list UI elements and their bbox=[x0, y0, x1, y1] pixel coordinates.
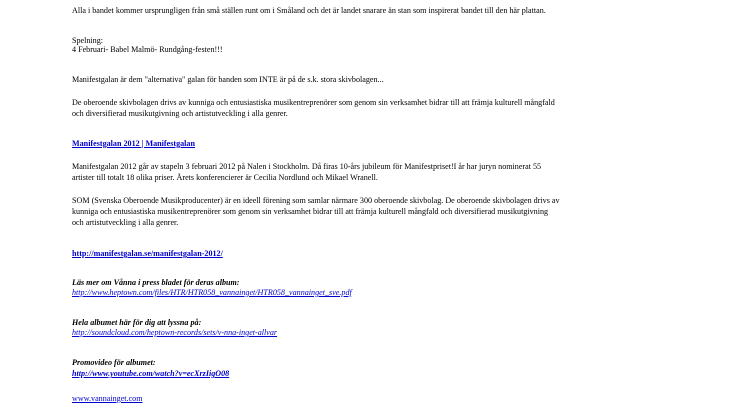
promo-youtube-link[interactable]: http://www.youtube.com/watch?v=ecXrzIigO08 bbox=[72, 369, 230, 378]
manifest-info-line-2: artister till totalt 18 olika priser. Årets konferencierer är Cecilia Nordlund och Mikael Wranell. bbox=[72, 173, 378, 182]
intro-paragraph: Alla i bandet kommer ursprungligen från små ställen runt om i Småland och det är landet snarare än stan som inspirerat bandet till den här plattan. bbox=[72, 6, 546, 15]
gig-label: Spelning: bbox=[72, 36, 104, 45]
manifest-url-link[interactable]: http://manifestgalan.se/manifestgalan-2012/ bbox=[72, 249, 223, 258]
press-label: Läs mer om Vånna i press bladet för deras album: bbox=[72, 278, 240, 287]
manifest-intro-paragraph: Manifestgalan är dem "alternativa" galan för banden som INTE är på de s.k. stora skivbolagen... bbox=[72, 75, 384, 84]
promo-label: Promovideo för albumet: bbox=[72, 358, 156, 367]
website-link[interactable]: www.vannainget.com bbox=[72, 394, 143, 403]
manifest-title-link[interactable]: Manifestgalan 2012 | Manifestgalan bbox=[72, 139, 195, 148]
gig-detail: 4 Februari- Babel Malmö- Rundgång-festen!!! bbox=[72, 45, 223, 54]
som-info-line-1: SOM (Svenska Oberoende Musikproducenter) är en ideell förening som samlar närmare 300 oberoende skivbolag. De oberoende skivbolagen drivs av bbox=[72, 196, 560, 205]
manifest-info-line-1: Manifestgalan 2012 går av stapeln 3 februari 2012 på Nalen i Stockholm. Då firas 10-års jubileum för Manifestpriset!I år har juryn nominerat 55 bbox=[72, 162, 542, 171]
independent-labels-line-2: och diversifierad musikutgivning och artistutveckling i alla genrer. bbox=[72, 109, 288, 118]
album-label: Hela albumet här för dig att lyssna på: bbox=[72, 318, 202, 327]
independent-labels-line-1: De oberoende skivbolagen drivs av kunniga och entusiastiska musikentreprenörer som genom sin verksamhet bidrar till att främja kulturell mångfald bbox=[72, 98, 555, 107]
som-info-line-2: kunniga och entusiastiska musikentreprenörer som genom sin verksamhet bidrar till att främja kulturell mångfald och diversifierad musikutgivning bbox=[72, 207, 549, 216]
press-pdf-link[interactable]: http://www.heptown.com/files/HTR/HTR058_vannainget/HTR058_vannainget_sve.pdf bbox=[72, 288, 352, 297]
album-soundcloud-link[interactable]: http://soundcloud.com/heptown-records/sets/v-nna-inget-allvar bbox=[72, 328, 278, 337]
som-info-line-3: och artistutveckling i alla genrer. bbox=[72, 218, 179, 227]
